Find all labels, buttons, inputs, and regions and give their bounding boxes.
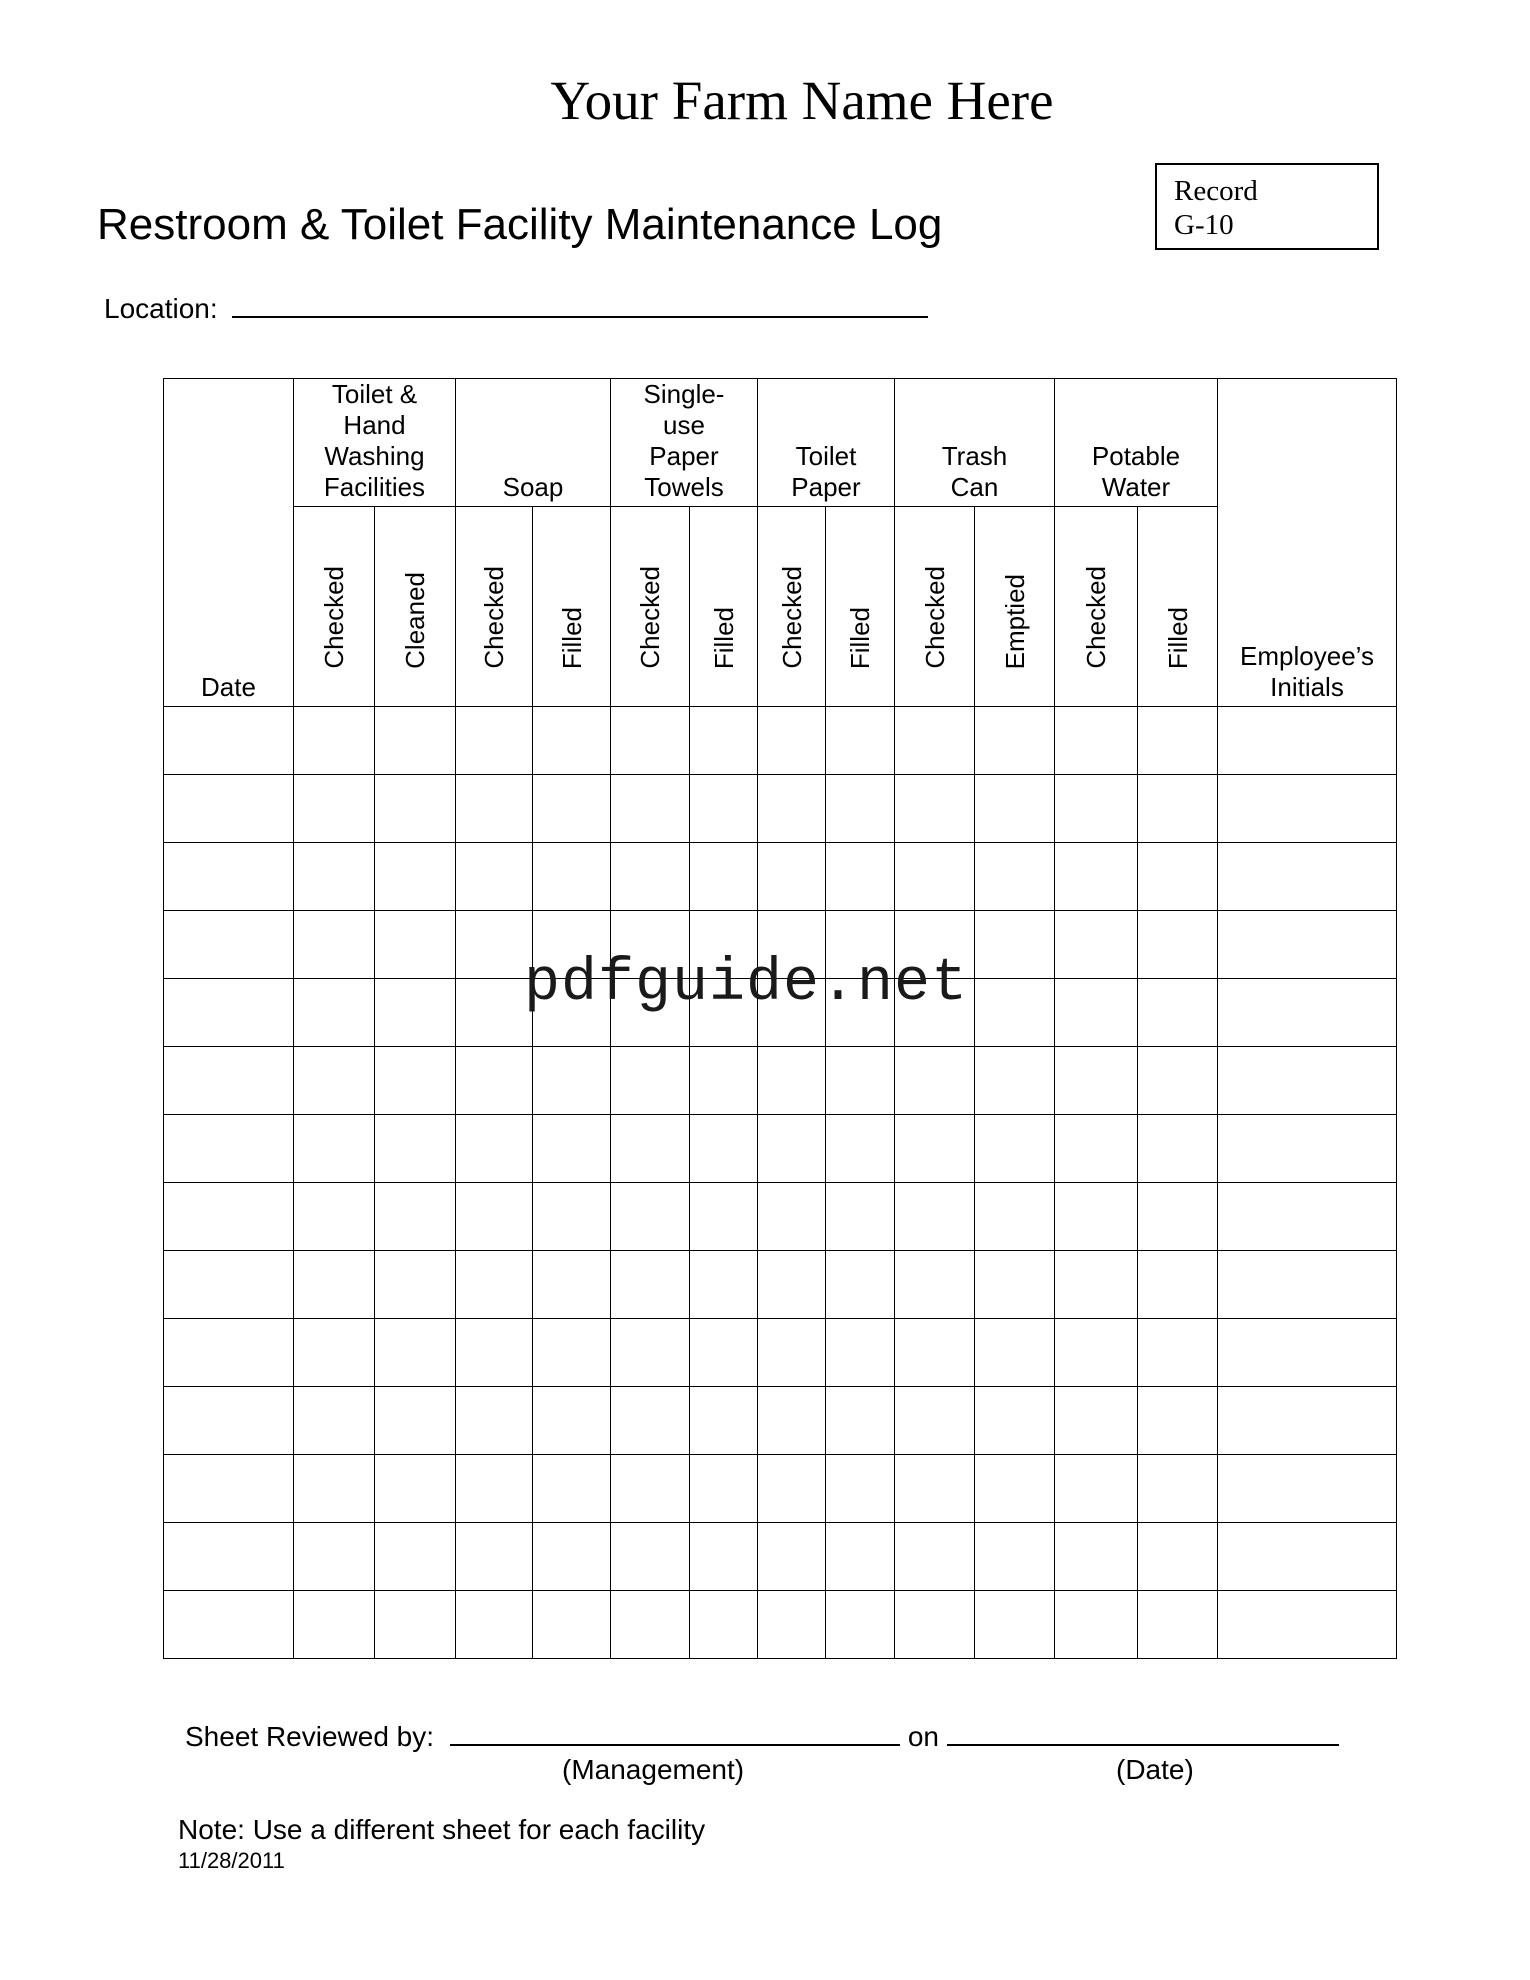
- log-cell[interactable]: [164, 843, 294, 911]
- log-cell[interactable]: [895, 1251, 975, 1319]
- log-cell[interactable]: [826, 1115, 895, 1183]
- log-cell[interactable]: [611, 775, 690, 843]
- log-cell[interactable]: [895, 1183, 975, 1251]
- note-text: Note: Use a different sheet for each facility: [178, 1814, 706, 1845]
- log-cell[interactable]: [611, 1319, 690, 1387]
- log-cell[interactable]: [1055, 1251, 1138, 1319]
- log-cell[interactable]: [456, 1115, 533, 1183]
- table-row: [164, 1455, 1397, 1523]
- log-cell[interactable]: [1138, 1455, 1218, 1523]
- management-caption: (Management): [562, 1754, 745, 1785]
- log-cell[interactable]: [1218, 1591, 1397, 1659]
- log-table-body: [164, 707, 1397, 1659]
- log-cell[interactable]: [611, 1115, 690, 1183]
- log-cell[interactable]: [533, 775, 611, 843]
- table-row: [164, 1251, 1397, 1319]
- log-cell[interactable]: [1055, 979, 1138, 1047]
- log-cell[interactable]: [1218, 707, 1397, 775]
- log-cell[interactable]: [375, 1251, 456, 1319]
- log-cell[interactable]: [1055, 1319, 1138, 1387]
- date-caption: (Date): [1116, 1754, 1194, 1785]
- log-cell[interactable]: [1138, 911, 1218, 979]
- date-column-header: Date: [164, 379, 294, 707]
- log-cell[interactable]: [1055, 1387, 1138, 1455]
- log-cell[interactable]: [164, 1591, 294, 1659]
- log-cell[interactable]: [375, 843, 456, 911]
- log-cell[interactable]: [1138, 979, 1218, 1047]
- sub-header-trash-emptied: Emptied: [975, 507, 1055, 707]
- sub-header-towels-checked: Checked: [611, 507, 690, 707]
- log-cell[interactable]: [456, 1319, 533, 1387]
- reviewer-field[interactable]: [450, 1720, 900, 1746]
- log-cell[interactable]: [294, 1251, 375, 1319]
- log-cell[interactable]: [294, 775, 375, 843]
- log-cell[interactable]: [1138, 1183, 1218, 1251]
- log-cell[interactable]: [975, 1251, 1055, 1319]
- log-cell[interactable]: [1218, 1183, 1397, 1251]
- table-row: [164, 1047, 1397, 1115]
- table-row: [164, 1591, 1397, 1659]
- log-cell[interactable]: [690, 1251, 758, 1319]
- log-cell[interactable]: [294, 1319, 375, 1387]
- log-cell[interactable]: [533, 1183, 611, 1251]
- log-cell[interactable]: [826, 707, 895, 775]
- record-label: Record: [1174, 175, 1258, 207]
- log-cell[interactable]: [294, 1455, 375, 1523]
- review-row: [185, 1720, 1339, 1754]
- sub-header-toilet-paper-filled: Filled: [826, 507, 895, 707]
- sub-header-facilities-checked: Checked: [294, 507, 375, 707]
- log-cell[interactable]: [1218, 1319, 1397, 1387]
- log-cell[interactable]: [1218, 1251, 1397, 1319]
- log-cell[interactable]: [294, 1047, 375, 1115]
- log-cell[interactable]: [975, 1183, 1055, 1251]
- log-cell[interactable]: [1138, 843, 1218, 911]
- log-cell[interactable]: [975, 1387, 1055, 1455]
- review-date-field[interactable]: [947, 1720, 1339, 1746]
- log-cell[interactable]: [975, 979, 1055, 1047]
- log-cell[interactable]: [826, 1455, 895, 1523]
- log-cell[interactable]: [533, 1251, 611, 1319]
- log-cell[interactable]: [826, 1319, 895, 1387]
- log-cell[interactable]: [611, 843, 690, 911]
- log-cell[interactable]: [975, 1115, 1055, 1183]
- log-cell[interactable]: [690, 1047, 758, 1115]
- farm-name-title: Your Farm Name Here: [550, 70, 1054, 131]
- log-cell[interactable]: [758, 707, 826, 775]
- log-cell[interactable]: [895, 1115, 975, 1183]
- log-cell[interactable]: [533, 1455, 611, 1523]
- log-cell[interactable]: [826, 775, 895, 843]
- log-cell[interactable]: [456, 843, 533, 911]
- log-cell[interactable]: [164, 1047, 294, 1115]
- log-cell[interactable]: [164, 1115, 294, 1183]
- log-cell[interactable]: [975, 1523, 1055, 1591]
- log-cell[interactable]: [164, 1251, 294, 1319]
- sub-header-soap-filled: Filled: [533, 507, 611, 707]
- log-cell[interactable]: [456, 1047, 533, 1115]
- log-cell[interactable]: [895, 843, 975, 911]
- group-header-trash-can: Trash Can: [895, 379, 1055, 507]
- log-cell[interactable]: [1055, 843, 1138, 911]
- log-cell[interactable]: [375, 1523, 456, 1591]
- log-cell[interactable]: [456, 911, 533, 979]
- log-cell[interactable]: [1218, 1455, 1397, 1523]
- log-cell[interactable]: [758, 775, 826, 843]
- log-cell[interactable]: [758, 1251, 826, 1319]
- group-header-paper-towels: Single- use Paper Towels: [611, 379, 758, 507]
- log-cell[interactable]: [375, 1115, 456, 1183]
- log-cell[interactable]: [1055, 911, 1138, 979]
- log-cell[interactable]: [1138, 775, 1218, 843]
- sub-header-toilet-paper-checked: Checked: [758, 507, 826, 707]
- log-cell[interactable]: [611, 1455, 690, 1523]
- log-cell[interactable]: [895, 775, 975, 843]
- watermark-text: pdfguide.net: [524, 950, 969, 1018]
- log-cell[interactable]: [611, 1047, 690, 1115]
- log-cell[interactable]: [533, 1387, 611, 1455]
- log-cell[interactable]: [375, 979, 456, 1047]
- location-label: Location:: [104, 293, 218, 324]
- log-cell[interactable]: [375, 1455, 456, 1523]
- log-cell[interactable]: [611, 1183, 690, 1251]
- log-cell[interactable]: [164, 1387, 294, 1455]
- log-cell[interactable]: [758, 1183, 826, 1251]
- initials-column-header: Employee’s Initials: [1218, 379, 1397, 707]
- table-row: [164, 1183, 1397, 1251]
- log-cell[interactable]: [294, 1387, 375, 1455]
- log-cell[interactable]: [375, 1319, 456, 1387]
- log-cell[interactable]: [758, 1047, 826, 1115]
- log-cell[interactable]: [975, 1319, 1055, 1387]
- log-cell[interactable]: [164, 1319, 294, 1387]
- log-cell[interactable]: [895, 1591, 975, 1659]
- log-cell[interactable]: [690, 1115, 758, 1183]
- log-cell[interactable]: [164, 775, 294, 843]
- log-cell[interactable]: [826, 1047, 895, 1115]
- log-cell[interactable]: [294, 1591, 375, 1659]
- on-label: on: [907, 1721, 939, 1752]
- sub-header-water-checked: Checked: [1055, 507, 1138, 707]
- log-cell[interactable]: [611, 707, 690, 775]
- record-box: [1155, 163, 1379, 250]
- log-cell[interactable]: [164, 1523, 294, 1591]
- log-cell[interactable]: [611, 1523, 690, 1591]
- log-cell[interactable]: [456, 1455, 533, 1523]
- sub-header-water-filled: Filled: [1138, 507, 1218, 707]
- log-cell[interactable]: [690, 1523, 758, 1591]
- log-cell[interactable]: [758, 1455, 826, 1523]
- group-header-facilities: Toilet & Hand Washing Facilities: [294, 379, 456, 507]
- log-cell[interactable]: [1055, 707, 1138, 775]
- log-cell[interactable]: [758, 1319, 826, 1387]
- log-cell[interactable]: [533, 843, 611, 911]
- log-cell[interactable]: [690, 843, 758, 911]
- log-cell[interactable]: [1218, 1115, 1397, 1183]
- table-row: [164, 1115, 1397, 1183]
- log-cell[interactable]: [456, 1387, 533, 1455]
- log-cell[interactable]: [456, 1591, 533, 1659]
- log-cell[interactable]: [1138, 707, 1218, 775]
- log-cell[interactable]: [1055, 1523, 1138, 1591]
- log-cell[interactable]: [456, 979, 533, 1047]
- log-cell[interactable]: [690, 1387, 758, 1455]
- table-row: [164, 707, 1397, 775]
- log-cell[interactable]: [611, 1251, 690, 1319]
- log-cell[interactable]: [294, 1183, 375, 1251]
- log-cell[interactable]: [164, 707, 294, 775]
- log-cell[interactable]: [1055, 1047, 1138, 1115]
- table-row: [164, 1319, 1397, 1387]
- table-row: [164, 1387, 1397, 1455]
- log-cell[interactable]: [826, 1183, 895, 1251]
- log-cell[interactable]: [533, 1319, 611, 1387]
- log-cell[interactable]: [1218, 775, 1397, 843]
- log-cell[interactable]: [758, 1523, 826, 1591]
- log-cell[interactable]: [826, 1591, 895, 1659]
- log-cell[interactable]: [1218, 1523, 1397, 1591]
- log-cell[interactable]: [826, 1387, 895, 1455]
- log-cell[interactable]: [690, 1183, 758, 1251]
- group-header-potable-water: Potable Water: [1055, 379, 1218, 507]
- log-cell[interactable]: [975, 1047, 1055, 1115]
- log-cell[interactable]: [456, 1183, 533, 1251]
- log-cell[interactable]: [1138, 1251, 1218, 1319]
- log-cell[interactable]: [533, 707, 611, 775]
- sub-header-soap-checked: Checked: [456, 507, 533, 707]
- log-cell[interactable]: [690, 1455, 758, 1523]
- log-cell[interactable]: [1138, 1523, 1218, 1591]
- log-cell[interactable]: [895, 1319, 975, 1387]
- log-cell[interactable]: [690, 1319, 758, 1387]
- group-header-toilet-paper: Toilet Paper: [758, 379, 895, 507]
- log-cell[interactable]: [826, 843, 895, 911]
- log-cell[interactable]: [690, 707, 758, 775]
- log-cell[interactable]: [826, 1251, 895, 1319]
- log-cell[interactable]: [294, 843, 375, 911]
- log-cell[interactable]: [294, 979, 375, 1047]
- log-cell[interactable]: [1055, 1455, 1138, 1523]
- reviewed-by-label: Sheet Reviewed by:: [185, 1721, 435, 1752]
- log-cell[interactable]: [375, 1047, 456, 1115]
- log-cell[interactable]: [826, 1523, 895, 1591]
- log-cell[interactable]: [164, 911, 294, 979]
- log-cell[interactable]: [975, 775, 1055, 843]
- location-row: [104, 288, 928, 326]
- log-cell[interactable]: [975, 843, 1055, 911]
- log-cell[interactable]: [1218, 1047, 1397, 1115]
- log-cell[interactable]: [758, 1591, 826, 1659]
- log-cell[interactable]: [690, 1591, 758, 1659]
- log-cell[interactable]: [456, 1523, 533, 1591]
- log-cell[interactable]: [1055, 1115, 1138, 1183]
- record-code: G-10: [1174, 209, 1234, 241]
- log-cell[interactable]: [1218, 911, 1397, 979]
- log-cell[interactable]: [690, 775, 758, 843]
- log-cell[interactable]: [758, 1115, 826, 1183]
- log-cell[interactable]: [1055, 775, 1138, 843]
- log-cell[interactable]: [164, 979, 294, 1047]
- log-cell[interactable]: [533, 1523, 611, 1591]
- location-field[interactable]: [232, 288, 928, 318]
- log-cell[interactable]: [758, 843, 826, 911]
- log-cell[interactable]: [895, 1523, 975, 1591]
- log-cell[interactable]: [611, 1591, 690, 1659]
- log-cell[interactable]: [895, 707, 975, 775]
- log-cell[interactable]: [1218, 843, 1397, 911]
- log-cell[interactable]: [1218, 1387, 1397, 1455]
- log-cell[interactable]: [895, 1047, 975, 1115]
- log-cell[interactable]: [375, 775, 456, 843]
- document-date: 11/28/2011: [178, 1848, 285, 1873]
- log-cell[interactable]: [375, 1387, 456, 1455]
- log-title: Restroom & Toilet Facility Maintenance Log: [97, 200, 943, 249]
- log-cell[interactable]: [758, 1387, 826, 1455]
- log-cell[interactable]: [1138, 1319, 1218, 1387]
- log-cell[interactable]: [1138, 1591, 1218, 1659]
- log-cell[interactable]: [1218, 979, 1397, 1047]
- log-cell[interactable]: [294, 707, 375, 775]
- log-cell[interactable]: [533, 1591, 611, 1659]
- log-cell[interactable]: [1138, 1115, 1218, 1183]
- log-cell[interactable]: [164, 1183, 294, 1251]
- log-cell[interactable]: [975, 707, 1055, 775]
- log-cell[interactable]: [533, 1115, 611, 1183]
- table-row: [164, 1523, 1397, 1591]
- log-cell[interactable]: [975, 911, 1055, 979]
- log-cell[interactable]: [1138, 1387, 1218, 1455]
- log-cell[interactable]: [1055, 1591, 1138, 1659]
- table-row: [164, 843, 1397, 911]
- log-cell[interactable]: [294, 1523, 375, 1591]
- log-cell[interactable]: [456, 707, 533, 775]
- log-cell[interactable]: [294, 911, 375, 979]
- group-header-soap: Soap: [456, 379, 611, 507]
- log-cell[interactable]: [375, 1591, 456, 1659]
- log-cell[interactable]: [1138, 1047, 1218, 1115]
- log-cell[interactable]: [895, 1387, 975, 1455]
- log-cell[interactable]: [375, 1183, 456, 1251]
- sub-header-trash-checked: Checked: [895, 507, 975, 707]
- log-cell[interactable]: [375, 707, 456, 775]
- log-cell[interactable]: [375, 911, 456, 979]
- log-cell[interactable]: [294, 1115, 375, 1183]
- log-cell[interactable]: [975, 1591, 1055, 1659]
- maintenance-log-table: [163, 378, 1397, 1659]
- log-cell[interactable]: [533, 1047, 611, 1115]
- sub-header-towels-filled: Filled: [690, 507, 758, 707]
- log-cell[interactable]: [895, 1455, 975, 1523]
- log-cell[interactable]: [456, 1251, 533, 1319]
- log-cell[interactable]: [611, 1387, 690, 1455]
- log-cell[interactable]: [456, 775, 533, 843]
- table-row: [164, 775, 1397, 843]
- log-cell[interactable]: [164, 1455, 294, 1523]
- log-cell[interactable]: [975, 1455, 1055, 1523]
- log-cell[interactable]: [1055, 1183, 1138, 1251]
- sub-header-facilities-cleaned: Cleaned: [375, 507, 456, 707]
